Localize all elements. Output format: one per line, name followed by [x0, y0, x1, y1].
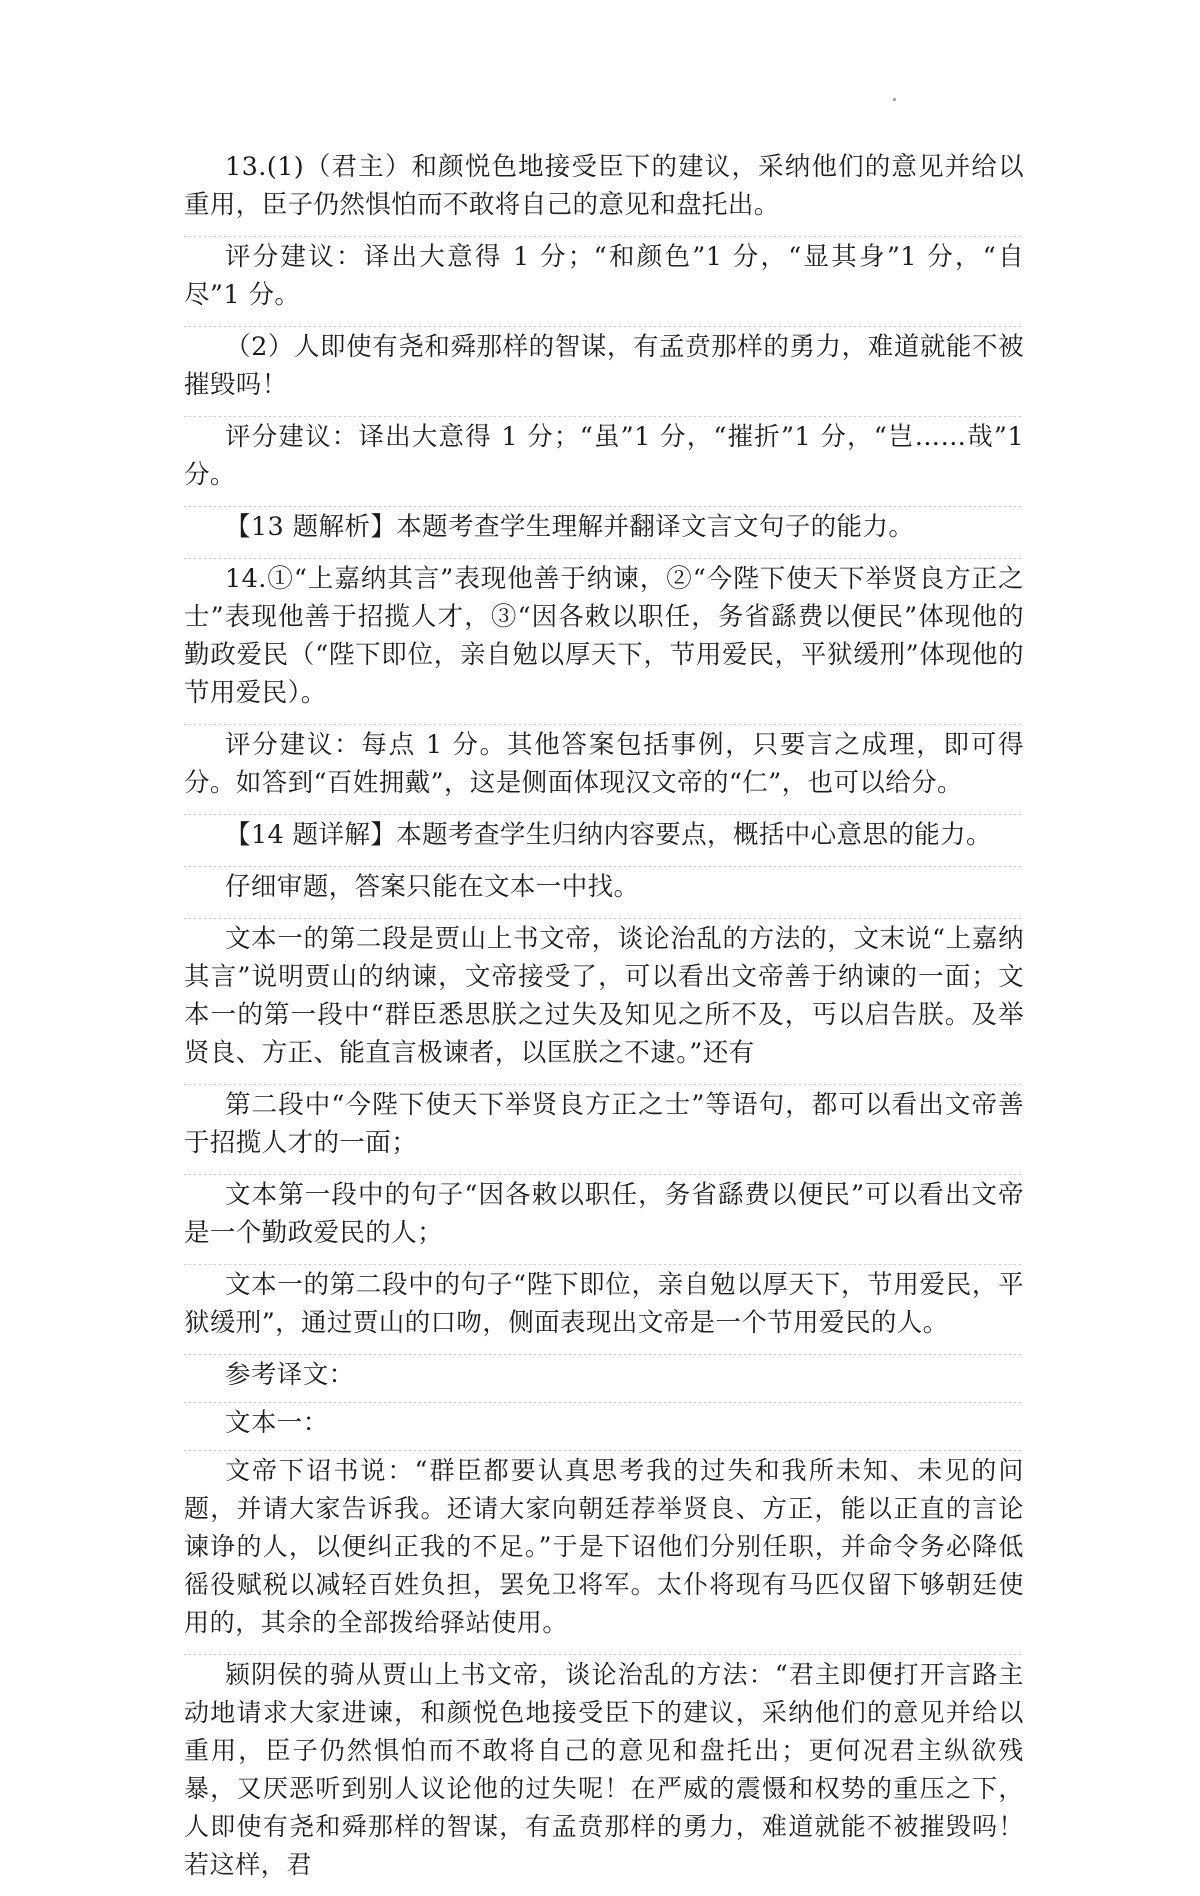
- detail-14-para-2: 第二段中“今陛下使天下举贤良方正之士”等语句，都可以看出文帝善于招揽人才的一面；: [184, 1084, 1024, 1162]
- detail-14-note: 仔细审题，答案只能在文本一中找。: [184, 866, 1024, 906]
- text-one-heading: 文本一：: [184, 1402, 1024, 1442]
- scoring-13-2: 评分建议：译出大意得 1 分；“虽”1 分，“摧折”1 分，“岂……哉”1 分。: [184, 416, 1024, 494]
- detail-14-para-3: 文本第一段中的句子“因各敕以职任，务省繇费以便民”可以看出文帝是一个勤政爱民的人；: [184, 1174, 1024, 1252]
- translation-para-2: 颍阴侯的骑从贾山上书文帝，谈论治乱的方法：“君主即便打开言路主动地请求大家进谏，和颜悦色地接受臣下的建议，采纳他们的意见并给以重用，臣子仍然惧怕而不敢将自己的意见和盘托出；更何况君主纵欲残暴，又厌恶听到别人议论他的过失呢！在严威的震慑和权势的重压之下，人即使有尧和舜那样的智谋，有孟贲那样的勇力，难道就能不被摧毁吗！若这样，君: [184, 1654, 1024, 1884]
- scoring-14: 评分建议：每点 1 分。其他答案包括事例，只要言之成理，即可得分。如答到“百姓拥戴”，这是侧面体现汉文帝的“仁”，也可以给分。: [184, 724, 1024, 802]
- detail-14: 【14 题详解】本题考查学生归纳内容要点，概括中心意思的能力。: [184, 814, 1024, 854]
- translation-para-1: 文帝下诏书说：“群臣都要认真思考我的过失和我所未知、未见的问题，并请大家告诉我。还请大家向朝廷荐举贤良、方正，能以正直的言论谏诤的人，以便纠正我的不足。”于是下诏他们分别任职，并命令务必降低徭役赋税以减轻百姓负担，罢免卫将军。太仆将现有马匹仅留下够朝廷使用的，其余的全部拨给驿站使用。: [184, 1450, 1024, 1642]
- answer-13-1: 13.(1)（君主）和颜悦色地接受臣下的建议，采纳他们的意见并给以重用，臣子仍然惧怕而不敢将自己的意见和盘托出。: [184, 152, 1024, 220]
- answer-14: 14.①“上嘉纳其言”表现他善于纳谏，②“今陛下使天下举贤良方正之士”表现他善于招揽人才，③“因各敕以职任，务省繇费以便民”体现他的勤政爱民（“陛下即位，亲自勉以厚天下，节用爱民，平狱缓刑”体现他的节用爱民）。: [184, 558, 1024, 712]
- analysis-13: 【13 题解析】本题考查学生理解并翻译文言文句子的能力。: [184, 506, 1024, 546]
- scan-speck: [893, 98, 896, 101]
- scoring-13-1: 评分建议：译出大意得 1 分；“和颜色”1 分，“显其身”1 分，“自尽”1 分。: [184, 236, 1024, 314]
- detail-14-para-1: 文本一的第二段是贾山上书文帝，谈论治乱的方法的，文末说“上嘉纳其言”说明贾山的纳谏，文帝接受了，可以看出文帝善于纳谏的一面；文本一的第一段中“群臣悉思朕之过失及知见之所不及，丐以启告朕。及举贤良、方正、能直言极谏者，以匡朕之不逮。”还有: [184, 918, 1024, 1072]
- translation-heading: 参考译文：: [184, 1354, 1024, 1394]
- detail-14-para-4: 文本一的第二段中的句子“陛下即位，亲自勉以厚天下，节用爱民，平狱缓刑”，通过贾山的口吻，侧面表现出文帝是一个节用爱民的人。: [184, 1264, 1024, 1342]
- document-body: [184, 146, 1024, 1896]
- answer-13-2: （2）人即使有尧和舜那样的智谋，有孟贲那样的勇力，难道就能不被摧毁吗！: [184, 326, 1024, 404]
